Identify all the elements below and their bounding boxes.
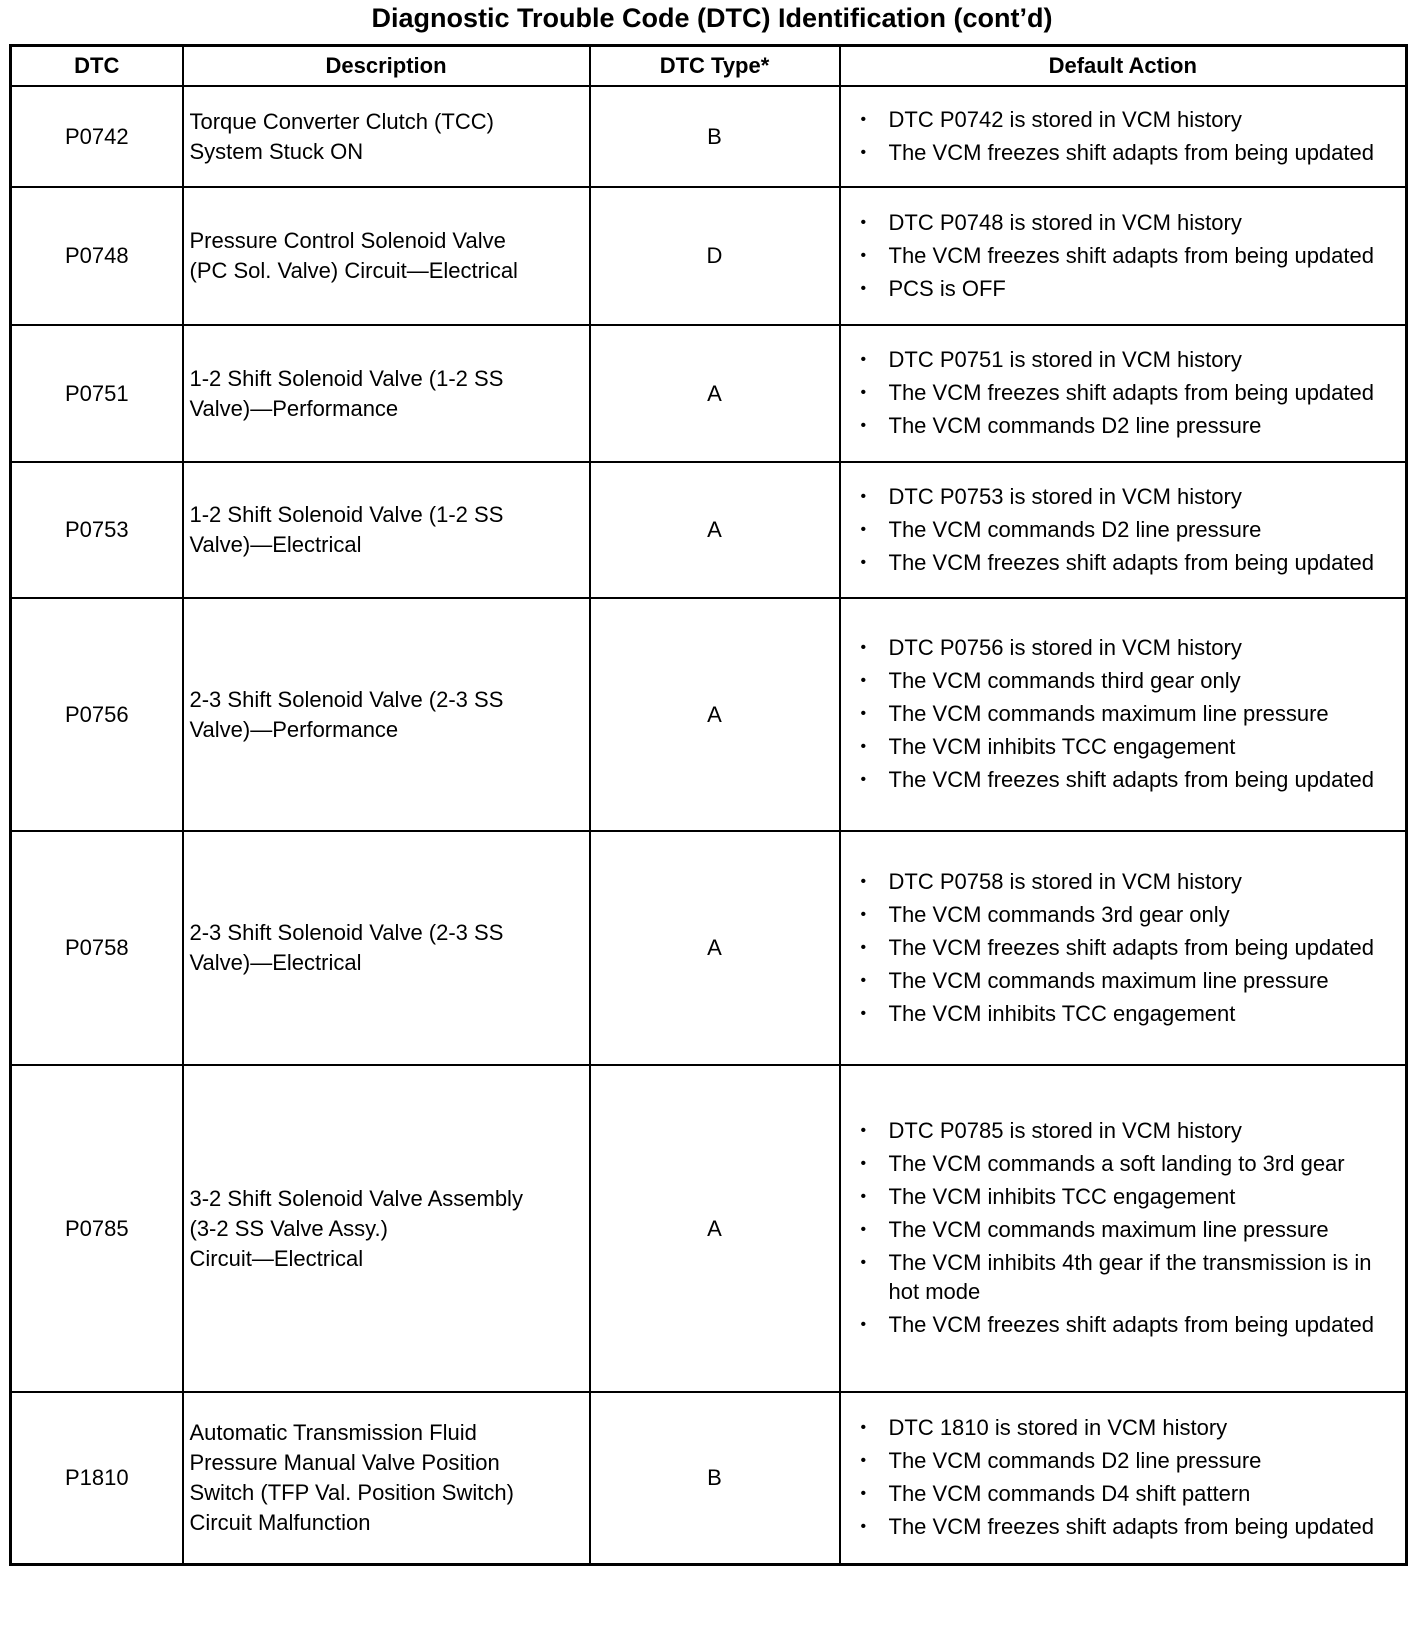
action-item: • DTC P0753 is stored in VCM history — [855, 482, 1400, 511]
action-item: • The VCM inhibits 4th gear if the transmission is in hot mode — [855, 1248, 1400, 1306]
dtc-type: A — [590, 831, 840, 1065]
description-line: (3-2 SS Valve Assy.) — [189, 1215, 388, 1241]
description-line: Valve)—Electrical — [189, 950, 362, 975]
action-item: • The VCM commands D4 shift pattern — [855, 1479, 1400, 1508]
default-actions — [840, 1065, 1407, 1392]
action-item: • The VCM inhibits TCC engagement — [855, 1182, 1400, 1211]
default-actions — [840, 86, 1407, 187]
action-item: • The VCM freezes shift adapts from being updated — [855, 1512, 1400, 1541]
action-list — [855, 633, 1400, 794]
action-item: • DTC P0748 is stored in VCM history — [855, 208, 1400, 237]
action-list — [855, 482, 1400, 577]
dtc-code: P0756 — [11, 598, 183, 831]
description-line: Torque Converter Clutch (TCC) — [189, 108, 494, 134]
description-line: 1-2 Shift Solenoid Valve (1-2 SS — [189, 502, 504, 527]
action-item: • DTC P0785 is stored in VCM history — [855, 1116, 1400, 1145]
description-line: Valve)—Performance — [189, 716, 399, 742]
dtc-code: P0758 — [11, 831, 183, 1065]
description-line: System Stuck ON — [189, 138, 364, 164]
dtc-description — [183, 1392, 590, 1564]
dtc-type: A — [590, 598, 840, 831]
table-row — [11, 831, 1407, 1065]
description-line: 2-3 Shift Solenoid Valve (2-3 SS — [189, 686, 504, 712]
dtc-code: P0785 — [11, 1065, 183, 1392]
description-line: Automatic Transmission Fluid — [189, 1419, 477, 1445]
action-item: • The VCM commands 3rd gear only — [855, 900, 1400, 929]
action-item: • The VCM inhibits TCC engagement — [855, 732, 1400, 761]
table-body — [11, 86, 1407, 1564]
action-item: • DTC P0758 is stored in VCM history — [855, 867, 1400, 896]
action-item: • The VCM commands a soft landing to 3rd gear — [855, 1149, 1400, 1178]
dtc-type: A — [590, 462, 840, 598]
description-line: Pressure Manual Valve Position — [189, 1449, 500, 1475]
description-line: Valve)—Performance — [189, 395, 399, 421]
dtc-type: B — [590, 86, 840, 187]
dtc-description — [183, 325, 590, 462]
default-actions — [840, 831, 1407, 1065]
action-item: • The VCM commands third gear only — [855, 666, 1400, 695]
dtc-type: A — [590, 325, 840, 462]
dtc-table — [9, 44, 1408, 1566]
action-item: • The VCM freezes shift adapts from being updated — [855, 241, 1400, 270]
dtc-code: P0753 — [11, 462, 183, 598]
action-item: • The VCM commands D2 line pressure — [855, 411, 1400, 440]
action-item: • The VCM commands maximum line pressure — [855, 699, 1400, 728]
action-item: • The VCM commands maximum line pressure — [855, 966, 1400, 995]
description-line: Circuit—Electrical — [189, 1245, 364, 1271]
action-item: • The VCM freezes shift adapts from being updated — [855, 378, 1400, 407]
action-item: • The VCM inhibits TCC engagement — [855, 999, 1400, 1028]
action-item: • The VCM freezes shift adapts from being updated — [855, 548, 1400, 577]
action-item: • DTC 1810 is stored in VCM history — [855, 1413, 1400, 1442]
description-line: (PC Sol. Valve) Circuit—Electrical — [189, 258, 518, 283]
header-default-action: Default Action — [840, 46, 1407, 87]
dtc-description — [183, 598, 590, 831]
action-list — [855, 105, 1400, 167]
action-item: • The VCM freezes shift adapts from being updated — [855, 933, 1400, 962]
header-dtc: DTC — [11, 46, 183, 87]
description-line: 1-2 Shift Solenoid Valve (1-2 SS — [189, 365, 504, 391]
action-item: • The VCM commands maximum line pressure — [855, 1215, 1400, 1244]
table-row — [11, 1392, 1407, 1564]
description-line: Switch (TFP Val. Position Switch) — [189, 1479, 514, 1505]
dtc-description — [183, 831, 590, 1065]
description-line: Pressure Control Solenoid Valve — [189, 228, 506, 253]
action-item: • PCS is OFF — [855, 274, 1400, 303]
default-actions — [840, 598, 1407, 831]
default-actions — [840, 325, 1407, 462]
action-item: • The VCM freezes shift adapts from being updated — [855, 765, 1400, 794]
dtc-description — [183, 187, 590, 325]
header-description: Description — [183, 46, 590, 87]
action-item: • The VCM freezes shift adapts from being updated — [855, 1310, 1400, 1339]
table-header-row — [11, 46, 1407, 87]
dtc-description — [183, 462, 590, 598]
header-dtc-type: DTC Type* — [590, 46, 840, 87]
default-actions — [840, 1392, 1407, 1564]
description-line: Circuit Malfunction — [189, 1509, 371, 1535]
dtc-description — [183, 1065, 590, 1392]
table-row — [11, 86, 1407, 187]
table-row — [11, 1065, 1407, 1392]
action-list — [855, 208, 1400, 303]
dtc-description — [183, 86, 590, 187]
default-actions — [840, 462, 1407, 598]
dtc-code: P1810 — [11, 1392, 183, 1564]
action-list — [855, 1116, 1400, 1339]
action-item: • The VCM freezes shift adapts from being updated — [855, 138, 1400, 167]
description-line: 3-2 Shift Solenoid Valve Assembly — [189, 1185, 523, 1211]
action-list — [855, 867, 1400, 1028]
action-item: • DTC P0742 is stored in VCM history — [855, 105, 1400, 134]
table-row — [11, 187, 1407, 325]
page-title: Diagnostic Trouble Code (DTC) Identification (cont’d) — [371, 3, 1053, 33]
table-row — [11, 598, 1407, 831]
action-list — [855, 345, 1400, 440]
description-line: Valve)—Electrical — [189, 532, 362, 557]
table-row — [11, 325, 1407, 462]
dtc-type: B — [590, 1392, 840, 1564]
table-row — [11, 462, 1407, 598]
dtc-code: P0748 — [11, 187, 183, 325]
action-list — [855, 1413, 1400, 1541]
dtc-code: P0751 — [11, 325, 183, 462]
dtc-type: D — [590, 187, 840, 325]
dtc-type: A — [590, 1065, 840, 1392]
default-actions — [840, 187, 1407, 325]
action-item: • The VCM commands D2 line pressure — [855, 515, 1400, 544]
action-item: • DTC P0751 is stored in VCM history — [855, 345, 1400, 374]
action-item: • The VCM commands D2 line pressure — [855, 1446, 1400, 1475]
dtc-code: P0742 — [11, 86, 183, 187]
action-item: • DTC P0756 is stored in VCM history — [855, 633, 1400, 662]
description-line: 2-3 Shift Solenoid Valve (2-3 SS — [189, 920, 504, 945]
